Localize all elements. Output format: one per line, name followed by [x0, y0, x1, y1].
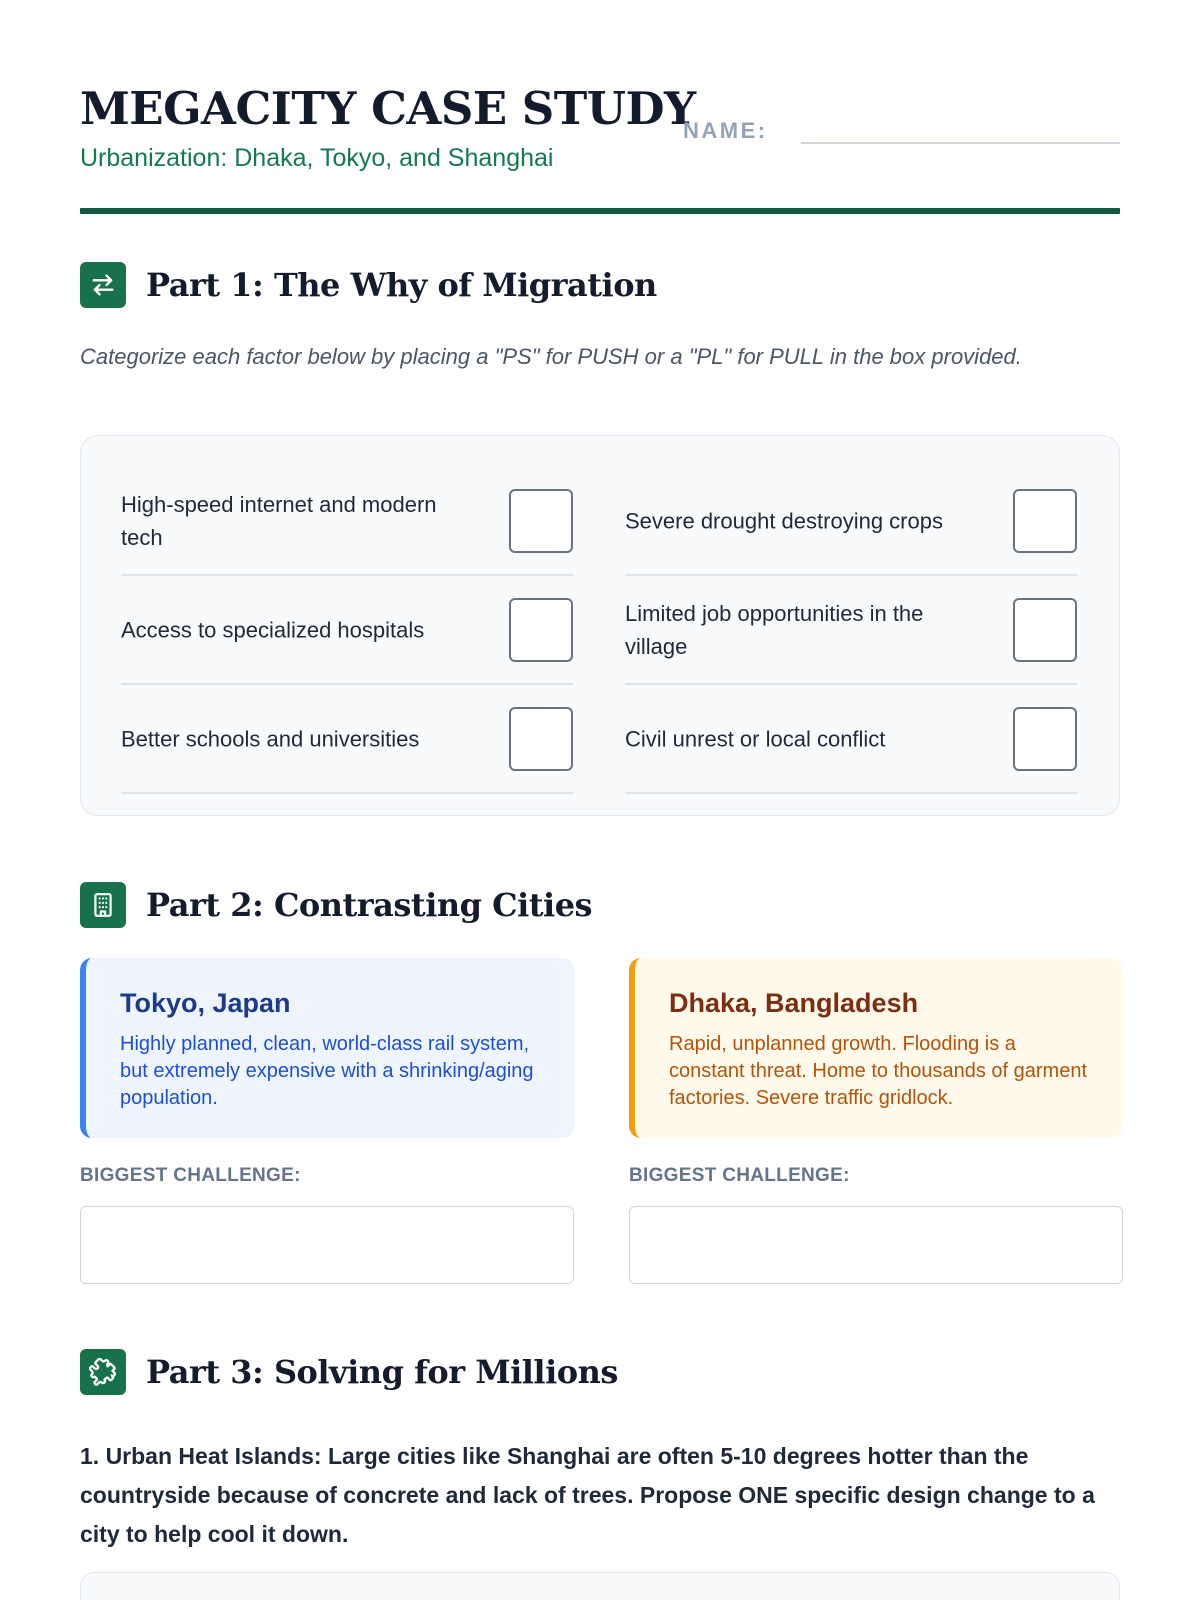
part2-header — [80, 882, 592, 928]
header-divider — [80, 208, 1120, 214]
question-1-answer-box[interactable] — [80, 1572, 1120, 1600]
factor-label: Better schools and universities — [121, 726, 420, 751]
part3-title: Part 3: Solving for Millions — [146, 1353, 618, 1391]
factor-answer-box[interactable] — [1013, 489, 1077, 553]
city-description: Highly planned, clean, world-class rail system, but extremely expensive with a shrinking/aging population. — [120, 1033, 534, 1109]
puzzle-icon — [80, 1349, 126, 1395]
factor-item — [625, 685, 1077, 794]
city-description: Rapid, unplanned growth. Flooding is a constant threat. Home to thousands of garment factories. Severe traffic gridlock. — [669, 1033, 1088, 1109]
name-label: NAME: — [683, 118, 768, 143]
part3-header — [80, 1349, 618, 1395]
factor-label: Access to specialized hospitals — [121, 617, 425, 642]
factor-answer-box[interactable] — [1013, 598, 1077, 662]
page-title: MEGACITY CASE STUDY — [80, 82, 696, 135]
part1-header — [80, 262, 657, 308]
factor-panel — [80, 435, 1120, 816]
city-name: Tokyo, Japan — [120, 988, 291, 1018]
factor-item — [625, 467, 1077, 576]
page-subtitle: Urbanization: Dhaka, Tokyo, and Shanghai — [80, 144, 554, 172]
building-icon — [80, 882, 126, 928]
factor-answer-box[interactable] — [509, 707, 573, 771]
factor-label: Civil unrest or local conflict — [625, 726, 886, 751]
name-field[interactable] — [801, 142, 1120, 144]
factor-item — [121, 576, 573, 685]
part1-title: Part 1: The Why of Migration — [146, 266, 657, 304]
city-card-dhaka — [629, 958, 1123, 1138]
challenge-label-tokyo: BIGGEST CHALLENGE: — [80, 1165, 301, 1186]
factor-item — [121, 685, 573, 794]
worksheet-header — [80, 82, 1120, 214]
challenge-label-dhaka: BIGGEST CHALLENGE: — [629, 1165, 850, 1186]
city-name: Dhaka, Bangladesh — [669, 988, 919, 1018]
factor-label: Limited job opportunities in the village — [625, 600, 924, 659]
city-card-tokyo — [80, 958, 574, 1138]
factor-answer-box[interactable] — [1013, 707, 1077, 771]
arrows-swap-icon — [80, 262, 126, 308]
factor-label: Severe drought destroying crops — [625, 508, 943, 533]
factor-answer-box[interactable] — [509, 489, 573, 553]
challenge-input-tokyo[interactable] — [80, 1206, 574, 1284]
part1-instructions: Categorize each factor below by placing a "PS" for PUSH or a "PL" for PULL in the box provided. — [80, 344, 1022, 369]
factor-item — [121, 467, 573, 576]
challenge-input-dhaka[interactable] — [629, 1206, 1123, 1284]
factor-item — [625, 576, 1077, 685]
question-1: 1. Urban Heat Islands: Large cities like Shanghai are often 5-10 degrees hotter than the countryside because of concrete and lack of trees. Propose ONE specific design change to a city to help cool it down. — [80, 1443, 1095, 1547]
factor-answer-box[interactable] — [509, 598, 573, 662]
part2-title: Part 2: Contrasting Cities — [146, 886, 593, 924]
factor-label: High-speed internet and modern tech — [121, 491, 437, 550]
